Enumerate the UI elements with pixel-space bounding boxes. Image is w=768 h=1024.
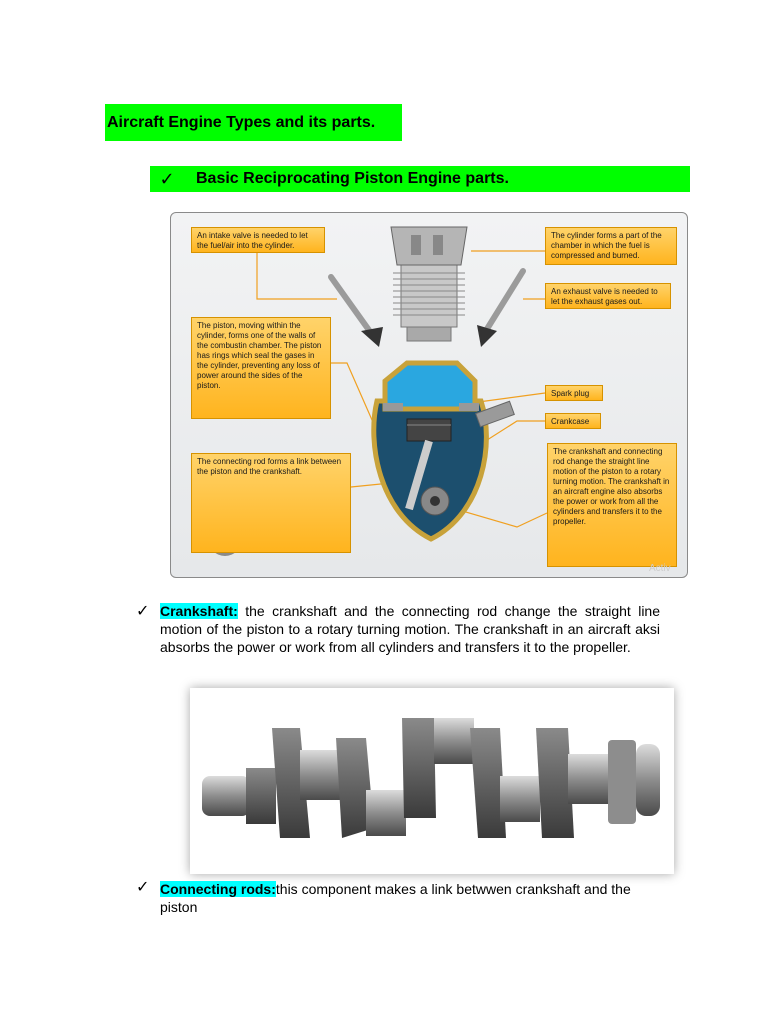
- piston-engine-diagram: [170, 212, 688, 578]
- check-icon-connecting-rods: ✓: [136, 879, 150, 896]
- page-heading: Aircraft Engine Types and its parts.: [105, 104, 402, 141]
- watermark: Activ: [649, 563, 671, 574]
- callout-piston: The piston, moving within the cylinder, forms one of the walls of the combustin chamber. The piston has rings which seal the gases in the cylinder, preventing any loss of power around the sides of the piston.: [191, 317, 331, 419]
- check-icon-crankshaft: ✓: [136, 603, 150, 620]
- connecting-rods-paragraph: [160, 880, 660, 916]
- crankshaft-term: Crankshaft:: [160, 603, 238, 619]
- check-icon: ✓: [150, 166, 184, 192]
- cylinder-illustration: [391, 227, 467, 341]
- callout-exhaust-valve: An exhaust valve is needed to let the exhaust gases out.: [545, 283, 671, 309]
- subheading-text: Basic Reciprocating Piston Engine parts.: [184, 166, 690, 192]
- callout-cylinder: The cylinder forms a part of the chamber in which the fuel is compressed and burned.: [545, 227, 677, 265]
- callout-connecting-rod: The connecting rod forms a link between the piston and the crankshaft.: [191, 453, 351, 553]
- crankshaft-photo: [190, 688, 674, 874]
- intake-valve-illustration: [331, 277, 383, 347]
- callout-crankshaft: The crankshaft and connecting rod change the straight line motion of the piston to a rotary turning motion. The crankshaft in an aircraft engine also absorbs the power or work from all the cylinders and transfers it to the propeller.: [547, 443, 677, 567]
- callout-intake-valve: An intake valve is needed to let the fuel/air into the cylinder.: [191, 227, 325, 253]
- crankshaft-paragraph: [160, 602, 660, 656]
- callout-crankcase: Crankcase: [545, 413, 601, 429]
- crankshaft-text: the crankshaft and the connecting rod change the straight line motion of the piston to a rotary turning motion. The crankshaft in an aircraft aksi absorbs the power or work from all cylinders and transfers it to the propeller.: [160, 603, 660, 655]
- callout-spark-plug: Spark plug: [545, 385, 603, 401]
- connecting-rods-term: Connecting rods:: [160, 881, 276, 897]
- exhaust-valve-illustration: [477, 271, 523, 347]
- connecting-rods-text: this component makes a link betwwen crankshaft and the piston: [160, 881, 631, 915]
